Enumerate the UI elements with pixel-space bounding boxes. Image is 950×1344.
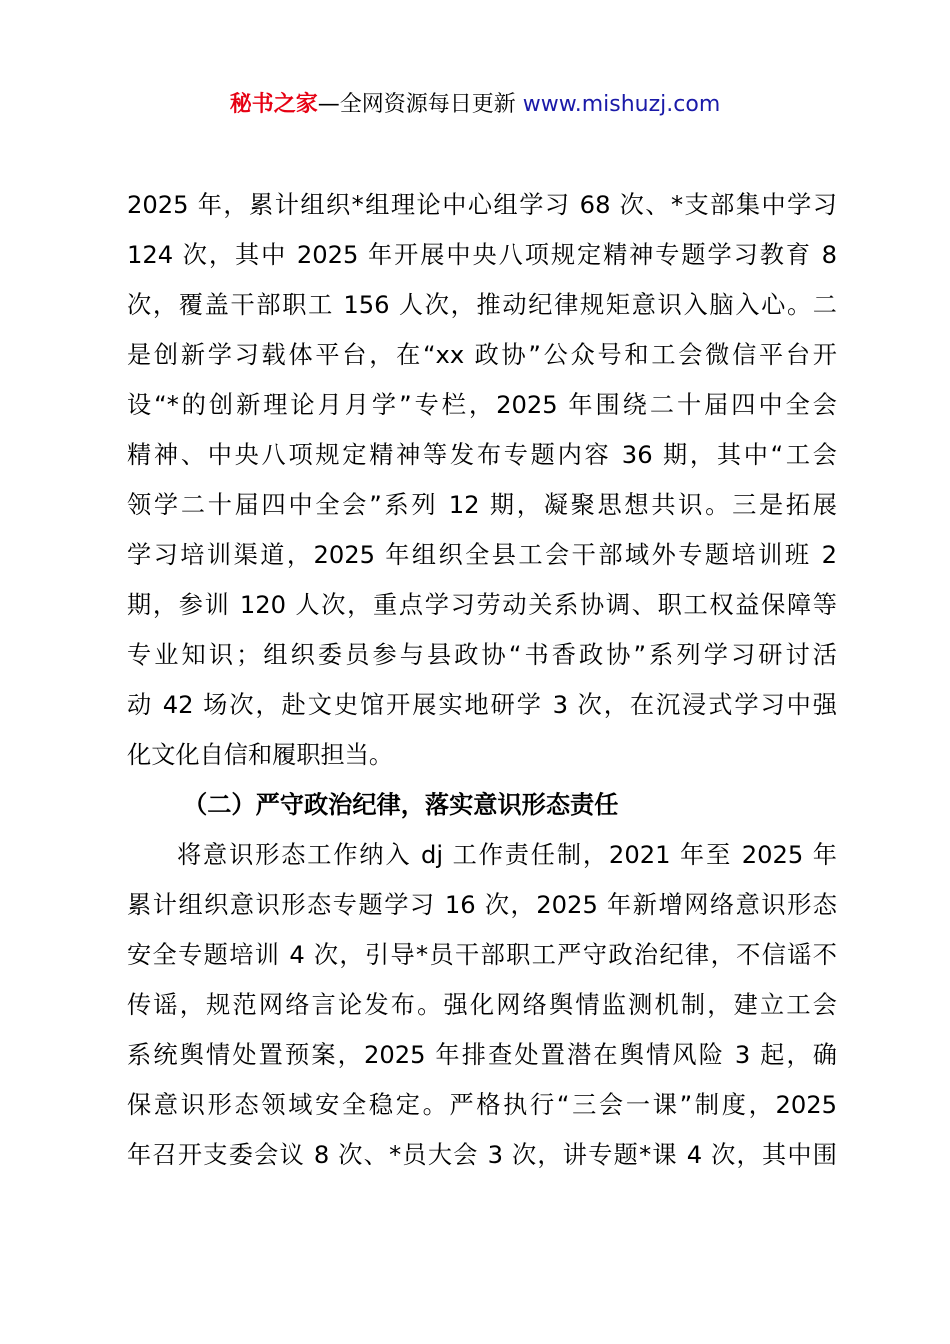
- paragraph-line: 领学二十届四中全会”系列 12 期，凝聚思想共识。三是拓展: [127, 491, 837, 519]
- paragraph-line: 2025 年，累计组织*组理论中心组学习 68 次、*支部集中学习: [127, 191, 837, 219]
- paragraph-line: 动 42 场次，赴文史馆开展实地研学 3 次，在沉浸式学习中强: [127, 691, 837, 719]
- paragraph-line: 专业知识；组织委员参与县政协“书香政协”系列学习研讨活: [127, 641, 837, 669]
- paragraph-line: 传谣，规范网络言论发布。强化网络舆情监测机制，建立工会: [127, 991, 837, 1019]
- site-url-link[interactable]: www.mishuzj.com: [522, 92, 721, 117]
- header-tagline: —全网资源每日更新: [317, 92, 523, 117]
- paragraph-line: 化文化自信和履职担当。: [127, 741, 394, 769]
- section-heading: （二）严守政治纪律，落实意识形态责任: [183, 791, 619, 819]
- paragraph-line: 保意识形态领域安全稳定。严格执行“三会一课”制度，2025: [127, 1091, 837, 1119]
- paragraph-line: 精神、中央八项规定精神等发布专题内容 36 期，其中“工会: [127, 441, 837, 469]
- paragraph-line: 124 次，其中 2025 年开展中央八项规定精神专题学习教育 8: [127, 241, 837, 269]
- paragraph-line: 系统舆情处置预案，2025 年排查处置潜在舆情风险 3 起，确: [127, 1041, 837, 1069]
- document-body: [127, 180, 837, 1180]
- paragraph-line: 是创新学习载体平台，在“xx 政协”公众号和工会微信平台开: [127, 341, 837, 369]
- brand-name: 秘书之家: [229, 92, 318, 117]
- paragraph-line: 累计组织意识形态专题学习 16 次，2025 年新增网络意识形态: [127, 891, 837, 919]
- paragraph-line: 安全专题培训 4 次，引导*员干部职工严守政治纪律，不信谣不: [127, 941, 837, 969]
- paragraph-line: 将意识形态工作纳入 dj 工作责任制，2021 年至 2025 年: [177, 841, 837, 869]
- paragraph-line: 次，覆盖干部职工 156 人次，推动纪律规矩意识入脑入心。二: [127, 291, 837, 319]
- paragraph-line: 设“*的创新理论月月学”专栏，2025 年围绕二十届四中全会: [127, 391, 837, 419]
- paragraph-line: 学习培训渠道，2025 年组织全县工会干部域外专题培训班 2: [127, 541, 837, 569]
- paragraph-line: 期，参训 120 人次，重点学习劳动关系协调、职工权益保障等: [127, 591, 837, 619]
- site-header: [0, 88, 950, 122]
- paragraph-line: 年召开支委会议 8 次、*员大会 3 次，讲专题*课 4 次，其中围: [127, 1141, 837, 1169]
